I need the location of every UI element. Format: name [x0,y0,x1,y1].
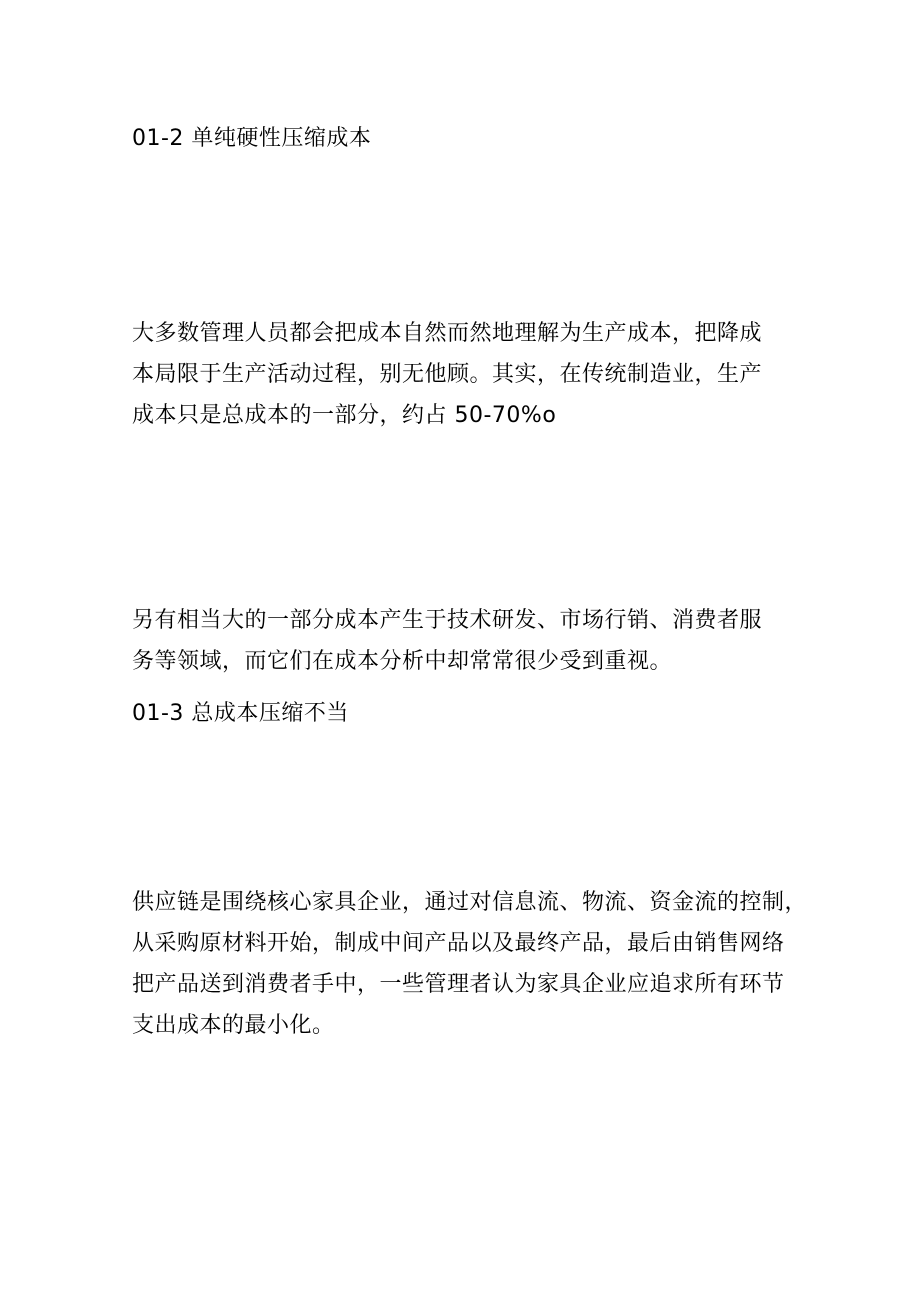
paragraph-other-costs [132,600,792,682]
paragraph-line: 本局限于生产活动过程，别无他顾。其实，在传统制造业，生产 [132,362,763,387]
section-heading-01-2 [132,118,792,159]
heading-text: 01-3 总成本压缩不当 [132,701,349,726]
paragraph-production-cost [132,313,792,436]
paragraph-line: 把产品送到消费者手中，一些管理者认为家具企业应追求所有环节 [132,972,785,997]
section-heading-01-3 [132,693,792,734]
paragraph-supply-chain [132,882,808,1046]
paragraph-line: 另有相当大的一部分成本产生于技术研发、市场行销、消费者服 [132,608,763,633]
paragraph-line: 从采购原材料开始，制成中间产品以及最终产品，最后由销售网络 [132,931,785,956]
paragraph-line: 支出成本的最小化。 [132,1013,335,1038]
paragraph-line: 大多数管理人员都会把成本自然而然地理解为生产成本，把降成 [132,321,763,346]
heading-text: 01-2 单纯硬性压缩成本 [132,126,372,151]
paragraph-line: 供应链是围绕核心家具企业，通过对信息流、物流、资金流的控制， [132,890,808,915]
paragraph-line: 成本只是总成本的一部分，约占 50-70%o [132,403,557,428]
paragraph-line: 务等领域，而它们在成本分析中却常常很少受到重视。 [132,649,673,674]
